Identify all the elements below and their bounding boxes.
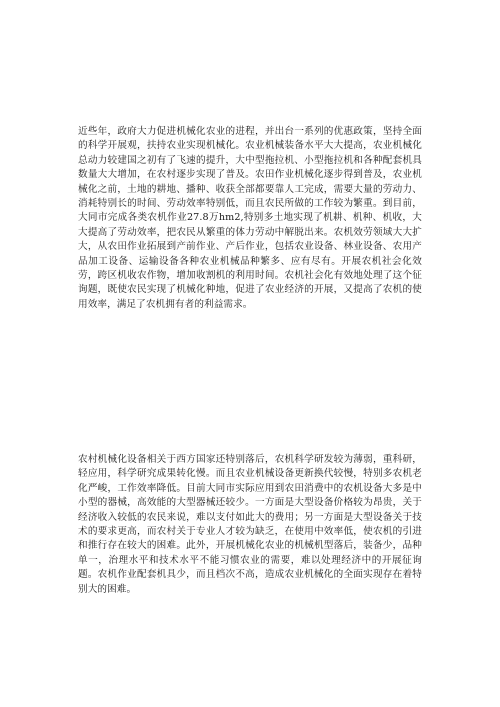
body-paragraph-2: 农村机械化设备相关于西方国家还特别落后，农机科学研发较为薄弱，重科研，轻应用，科学研究成果转化慢。而且农业机械设备更新换代较慢，特别多农机老化严峻，工作效率降低。目前大同市实际应用到农田消费中的农机设备大多是中小型的器械，高效能的大型器械还较少。一方面是大型设备价格较为昂贵，关于经济收入较低的农民来说，难以支付如此大的费用；另一方面是大型设备关于技术的要求更高，而农村关于专业人才较为缺乏，在使用中效率低，使农机的引进和推行存在较大的困难。此外，开展机械化农业的机械机型落后，装备少，品种单一，治理水平和技术水平不能习惯农业的需要，难以处理经济中的开展征询题。农机作业配套机具少，而且档次不高，造成农业机械化的全面实现存在着特别大的困难。: [78, 454, 422, 595]
body-paragraph-1: 近些年，政府大力促进机械化农业的进程，并出台一系列的优惠政策，坚持全面的科学开展观，扶持农业实现机械化。农业机械装备水平大大提高，农业机械化总动力较建国之初有了飞速的提升，大中型拖拉机、小型拖拉机和各种配套机具数量大大增加，在农村逐步实现了普及。农田作业机械化逐步得到普及，农业机械化之前，土地的耕地、播种、收获全部都要靠人工完成，需要大量的劳动力、消耗特别长的时间、劳动效率特别低，而且农民所做的工作较为繁重。到目前，大同市完成各类农机作业27.8万hm2,特别多土地实现了机耕、机种、机收，大大提高了劳动效率，把农民从繁重的体力劳动中解脱出来。农机效劳领域大大扩大，从农田作业拓展到产前作业、产后作业，包括农业设备、林业设备、农用产品加工设备、运输设备各种农业机械品种繁多、应有尽有。开展农机社会化效劳，跨区机收农作物，增加收割机的利用时间。农机社会化有效地处理了这个征询题，既使农民实现了机械化种地，促进了农业经济的开展，又提高了农机的使用效率，满足了农机拥有者的利益需求。: [78, 126, 422, 310]
